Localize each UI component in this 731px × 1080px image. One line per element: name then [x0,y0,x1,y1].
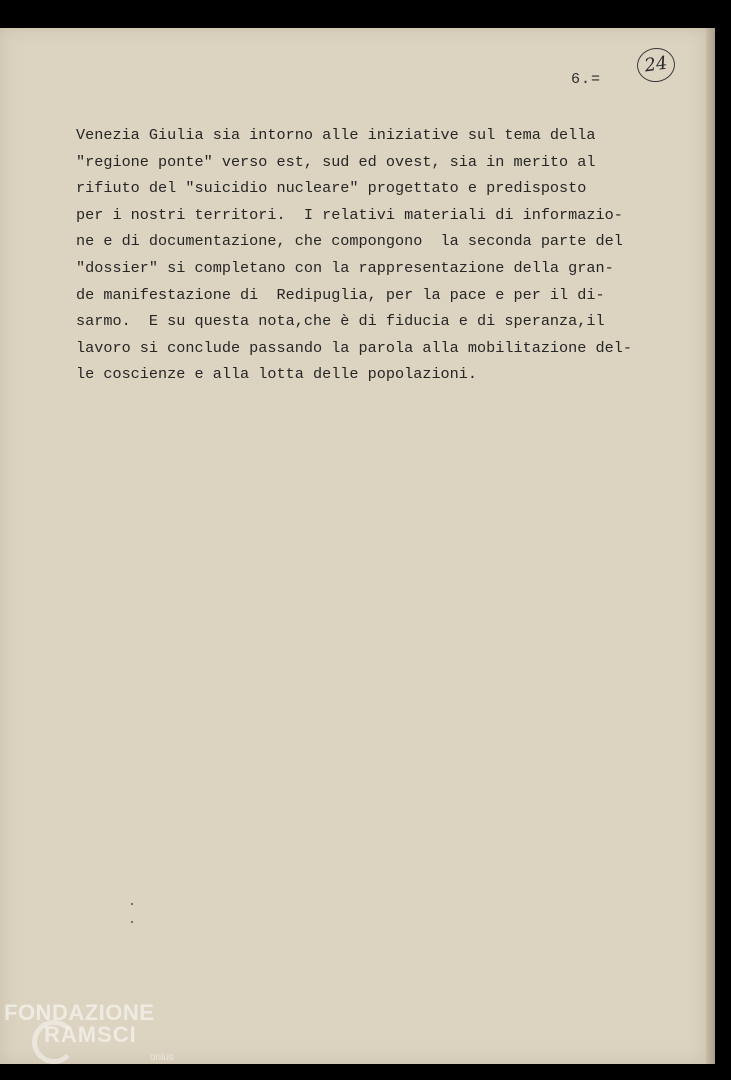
text-line: sarmo. E su questa nota,che è di fiducia e di speranza,il [76,312,605,331]
typewritten-paragraph [76,122,676,388]
paper-speck [131,903,133,905]
page-edge [706,28,715,1064]
text-line: "regione ponte" verso est, sud ed ovest, sia in merito al [76,152,596,171]
text-line: de manifestazione di Redipuglia, per la pace e per il di- [76,285,605,304]
text-line: ne e di documentazione, che compongono la seconda parte del [76,232,623,251]
text-line: le coscienze e alla lotta delle popolazioni. [76,365,478,384]
watermark-line1: FONDAZIONE [4,1000,155,1025]
text-line: rifiuto del "suicidio nucleare" progettato e predisposto [76,179,587,198]
text-line: lavoro si conclude passando la parola alla mobilitazione del- [76,338,632,357]
archive-number-stamp: 24 [635,46,677,85]
watermark-sub: onlus [150,1052,174,1063]
watermark-line2: RAMSCI [44,1022,137,1047]
page-number: 6.= [571,71,602,88]
paper-speck [131,921,133,923]
text-line: "dossier" si completano con la rappresentazione della gran- [76,258,614,277]
text-line: per i nostri territori. I relativi materiali di informazio- [76,205,623,224]
fondazione-gramsci-watermark [4,1000,184,1072]
text-line: Venezia Giulia sia intorno alle iniziative sul tema della [76,126,596,144]
